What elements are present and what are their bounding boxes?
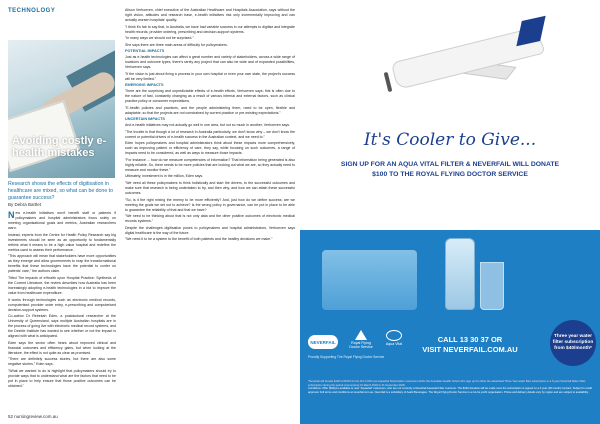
- article-byline: By Debra Bartlet: [8, 202, 42, 207]
- paragraph: There are the surprising and unpredictable effects of e-health efforts, Verhoeven says; this is often due to the nature of fast, constantly changing as a result of various internal and external factors, such as clinical practice policy or consumer expectations.: [125, 89, 295, 104]
- fine-print-conditions: Conditions: Offer ($40pm) available to new "Aquavital" customers, who are not currently a Neverfail Aquavital Filter customer. The $100 donation will be made once the subscription is signed on a 3 year (36 month) contract. Subject to credit approval. Full terms and conditions at neverfail.com.au. Neverfail is a subsidiary of Asahi Beverages. The Royal Flying Doctor Service is a not-for-profit organisation. Prices and delivery details vary by region and are subject to availability.: [308, 387, 592, 394]
- paragraph: Eden says the sector often hears about improved clinical and financial outcomes and efficiency gains, but when looking at the literature, the effect is not quite as clear as promised.: [8, 340, 116, 355]
- drop-cap: N: [8, 210, 15, 220]
- ad-subhead: SIGN UP FOR AN AQUA VITAL FILTER & NEVERFAIL WILL DONATE $100 TO THE ROYAL FLYING DOCTOR SERVICE: [340, 161, 560, 178]
- rfds-logo: Royal Flying Doctor Service: [346, 330, 376, 349]
- subheading: EMERGING IMPACTS: [125, 83, 164, 88]
- paragraph: Alison Verhoeven, chief executive of the Australian Healthcare and Hospitals Association, says without the right vision, attitudes and research base, e-health initiatives risk only incrementally improving and can actually worsen hospitals' quality.: [125, 8, 295, 23]
- paragraph: New e-health initiatives won't benefit staff or patients if policymakers and hospital administrators focus solely on meeting organisational goals and metrics, Australian researchers warn.: [8, 210, 116, 231]
- section-label: TECHNOLOGY: [8, 8, 56, 14]
- hero-image: [8, 40, 115, 178]
- article-headline: Avoiding costly e-health mistakes: [12, 135, 107, 159]
- paragraph: "E-health policies and practices, and the people administering them, need to be open, flexible and adaptable, so that the projects are not constrained by current practice or pre-existing expectations.": [125, 105, 295, 115]
- paragraph: Titled The impacts of eHealth upon Hospital Practice: Synthesis of the Current Literature, the review describes how Australia has been increasingly adopting e-health technologies in a bid to improve the value from healthcare expenditure.: [8, 275, 116, 295]
- paragraph: And e-health initiatives may not actually go well in one area, but not so much in another, Verhoeven says.: [125, 123, 291, 128]
- paragraph: Instead, experts from the Centre for Health Policy Research say big investments should be seen as an opportunity to fundamentally rethink what it means to be a high value hospital and redefine the metrics used to assess their performance.: [8, 232, 116, 252]
- subheading: UNCERTAIN IMPACTS: [125, 117, 165, 122]
- paragraph: "There are definitely success stories, but there are also some negative stories," Eden says.: [8, 357, 116, 367]
- paragraph: It works through technologies such as electronic medical records, computerised provider order entry, e-prescribing and computerised decision-support systems.: [8, 297, 116, 312]
- propeller-icon: [384, 72, 393, 92]
- paragraph: "If the vision is just about fixing a process in your own hospital or even your own state, the project's success will be very limited.": [125, 71, 295, 81]
- price-badge: Three year water filter subscription from $40/month*: [550, 320, 596, 366]
- paragraph: Just as e-health technologies can affect a great number and variety of stakeholders, across a wide range of locations and outcome types, there's rarely any project that can also be wide and of expanded possibilities, Verhoeven says.: [125, 55, 295, 70]
- filter-bottle-image: [445, 238, 475, 310]
- phone-number[interactable]: CALL 13 30 37 OR: [437, 335, 503, 344]
- neverfail-logo: NEVERFAIL: [308, 335, 338, 349]
- water-splash-image: [322, 250, 417, 310]
- ad-headline: It's Cooler to Give...: [363, 130, 537, 150]
- ad-sky: [300, 0, 600, 230]
- subheading: POTENTIAL IMPACTS: [125, 49, 165, 54]
- website-link[interactable]: VISIT NEVERFAIL.COM.AU: [422, 344, 518, 354]
- paragraph: "We need it to be a system to the benefit of both patients and the healthy decisions we make.": [125, 237, 273, 242]
- ad-call-to-action: [410, 335, 530, 355]
- paragraph: She says there are three main areas of difficulty for policymakers.: [125, 42, 228, 47]
- paragraph: "For instance ... how do we measure competencies of information? That information being generated is also highly reliable. So, there needs to be more policies that are looking out what we are, so they actually need to measure and monitor these.": [125, 157, 295, 172]
- fine-print-donation: *Neverfail will donate $100 to RFDS for the first 2,000 new Aquavital Subscription customers within the Australian Health Cohort who sign up for either the advertised Three Year water filter subscription or a 5-year Neverfail Water Filter subscription during the period commencing 01 March 2018 to 31 December 2018.: [308, 380, 586, 387]
- article-standfirst: Research shows the effects of digitisation in healthcare are mixed, so what can be done to guarantee success?: [8, 181, 113, 202]
- article-column-2: [125, 8, 295, 244]
- paragraph: "This approach will mean that stakeholders have more opportunities as they emerge and allow governments to reap the transformational benefits that these technologies have the potential to confer on patients' care," the authors claim.: [8, 254, 116, 274]
- paragraph: Ultimately, investment is in the million, Eden says.: [125, 174, 204, 179]
- ad-fine-print: [308, 380, 592, 395]
- paragraph: "I think it's fair to say that, in Australia, we have had variable success in our attempts to digitise and integrate health records, provider ordering, prescribing and decision-support systems.: [125, 24, 295, 34]
- paragraph: "We need to be thinking about that is not only data and the other positive outcomes of electronic medical records systems.": [125, 214, 295, 224]
- paragraph: "The trouble is that though a lot of research in Australia particularly, we don't know why – we don't know the current or potential drivers of e-health success in the Australian context, and we need to.": [125, 129, 295, 139]
- paragraph: Eden hopes policymakers and hospital administrators think about these impacts more comprehensively, such as improving patient or efficiency of care, they say, while focusing on such outcomes, a range of impacts need to be considered, as well as ways to measure those impacts.: [125, 141, 295, 156]
- rfds-emblem-icon: [355, 330, 367, 340]
- paragraph: "What we wanted to do is highlight that policymakers should try to provide ways that to understand what are the factors that need to be put in place to help ensure that those positive outcomes can be obtained.": [8, 368, 116, 388]
- aquavital-logo: Aqua Vital: [378, 330, 410, 346]
- aquavital-emblem-icon: [386, 330, 402, 341]
- paragraph: "We need all these policymakers to think holistically and start the drivers, to the successful outcomes and make sure that research is being undertaken to try, and then why, and how we can attain these successful outcomes.: [125, 181, 295, 196]
- paragraph: Despite the challenges digitisation poses to policymakers and hospital administrators, Verhoeven says digital healthcare is the way of the future.: [125, 225, 295, 235]
- paragraph: "So, is it the right mixing the enemy to be more efficiently? And, just how do we define success; are we meeting the goals we set out to achieve? Is the wrong policy in governance, can be put in place to be able to guarantee the reliability of that and that we have?: [125, 197, 295, 212]
- paragraph: Co-author Dr Rebekah Eden, a postdoctoral researcher at the University of Queensland, says multiple Australian hospitals are in the process of going live with electronic medical record systems, and the Deeble Institute has wanted to see whether or not the impact is aligned with what is anticipated.: [8, 314, 116, 339]
- water-glass-image: [480, 262, 504, 310]
- paragraph: "In many ways we should not be surprised.": [125, 36, 194, 41]
- article-column-1: [8, 211, 116, 391]
- ad-tagline: Proudly Supporting The Royal Flying Doctor Service: [308, 355, 385, 359]
- page-folio: 52 nursingreview.com.au: [8, 414, 58, 419]
- advert-page: [300, 0, 600, 424]
